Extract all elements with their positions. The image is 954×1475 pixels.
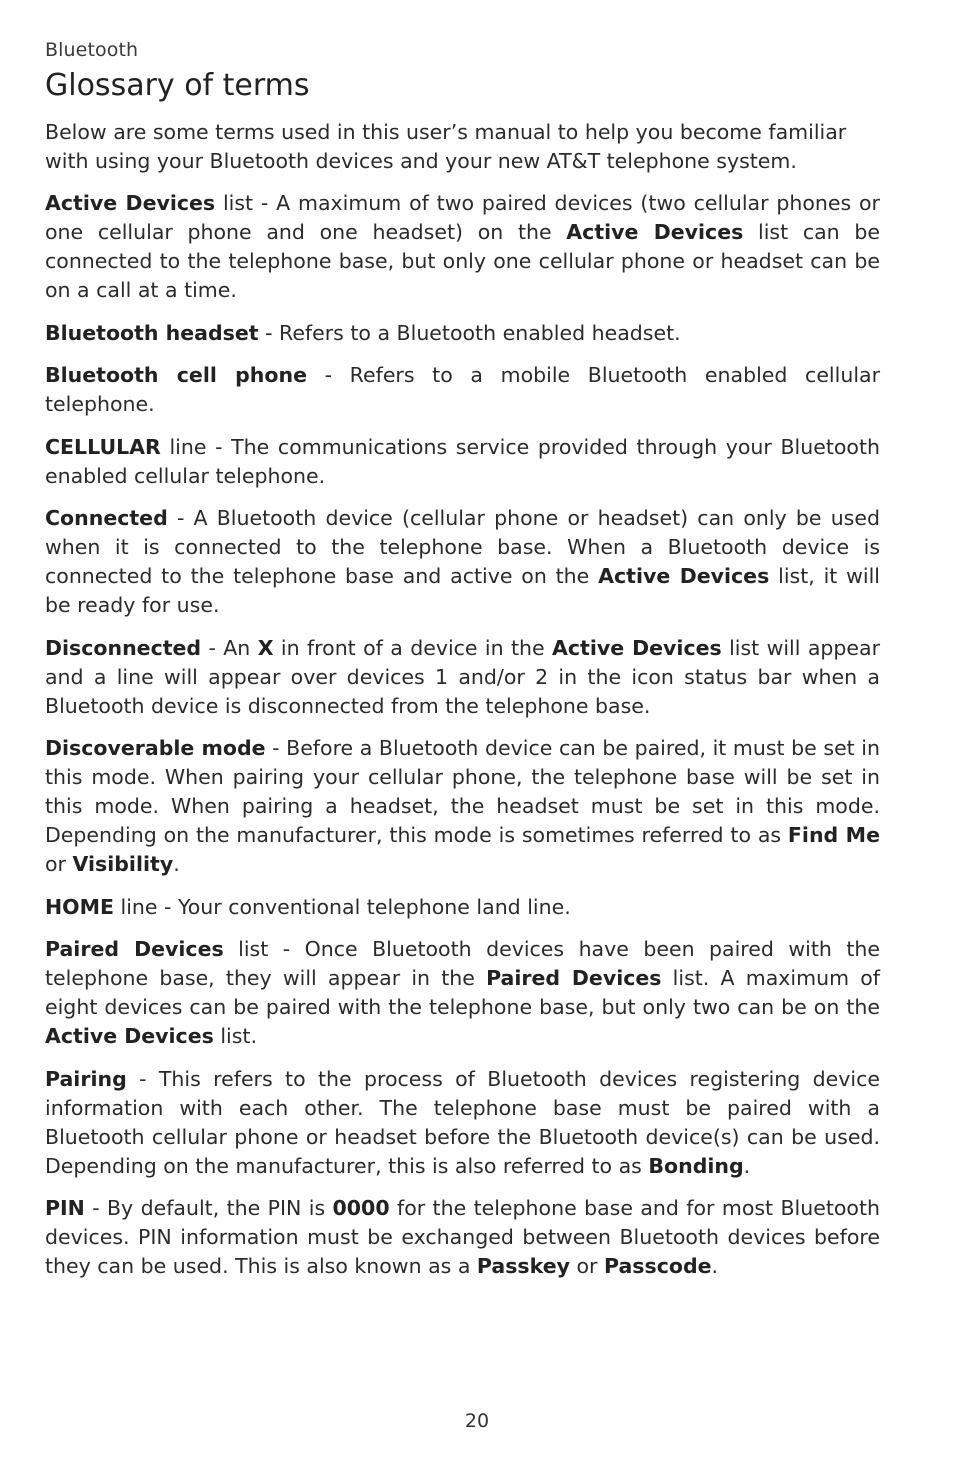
glossary-term: Passkey xyxy=(476,1254,570,1278)
glossary-term: Pairing xyxy=(45,1066,127,1091)
glossary-term: Connected xyxy=(45,506,168,530)
glossary-entry xyxy=(45,1194,880,1281)
glossary-entry xyxy=(45,504,880,620)
glossary-term: Active Devices xyxy=(566,220,744,244)
glossary-text: list. xyxy=(213,1024,257,1048)
glossary-text: . xyxy=(173,852,180,876)
glossary-text: - An xyxy=(201,635,258,660)
glossary-term: CELLULAR xyxy=(45,434,161,459)
glossary-term: Disconnected xyxy=(45,635,202,660)
glossary-entry xyxy=(45,361,880,419)
glossary-list xyxy=(45,189,880,1281)
glossary-text: - Refers to a mobile Bluetooth enabled cellular telephone. xyxy=(45,363,881,416)
glossary-term: 0000 xyxy=(332,1196,390,1220)
glossary-term: PIN xyxy=(45,1196,85,1220)
glossary-entry xyxy=(45,319,880,348)
glossary-term: Active Devices xyxy=(552,635,722,660)
glossary-entry xyxy=(45,734,880,879)
glossary-term: Discoverable mode xyxy=(45,736,266,760)
glossary-term: Active Devices xyxy=(45,1024,214,1048)
glossary-text: list, it will be ready for use. xyxy=(45,564,881,617)
page-content xyxy=(45,36,880,1295)
glossary-entry xyxy=(45,433,880,491)
glossary-term: Paired Devices xyxy=(45,937,224,961)
glossary-entry xyxy=(45,935,880,1051)
glossary-text: - By default, the PIN is xyxy=(84,1196,333,1220)
glossary-term: X xyxy=(257,635,274,660)
glossary-term: Active Devices xyxy=(45,191,216,215)
glossary-term: HOME xyxy=(45,894,114,919)
glossary-text: list - Once Bluetooth devices have been paired with the telephone base, they will appear in the xyxy=(45,937,880,990)
glossary-term: Bluetooth headset xyxy=(45,320,259,345)
glossary-term: Active Devices xyxy=(598,564,770,588)
glossary-text: . xyxy=(711,1254,719,1278)
glossary-term: Passcode xyxy=(604,1254,712,1278)
glossary-term: Bonding xyxy=(648,1153,744,1178)
glossary-text: line - The communications service provided through your Bluetooth enabled cellular telephone. xyxy=(45,434,880,488)
intro-paragraph: Below are some terms used in this user’s manual to help you become familiar with using your Bluetooth devices and your new AT&T telephone system. xyxy=(45,120,847,173)
page-title: Glossary of terms xyxy=(45,68,310,103)
glossary-text: or xyxy=(569,1254,604,1278)
page-number: 20 xyxy=(464,1410,490,1432)
glossary-text: - This refers to the process of Bluetooth devices registering device information with each other. The telephone base must be paired with a Bluetooth cellular phone or headset before the Bluetooth device(s) can be used. Depending on the manufacturer, this is also referred to as xyxy=(45,1066,880,1178)
glossary-text: for the telephone base and for most Bluetooth devices. PIN information must be exchanged between Bluetooth devices before they can be used. This is also known as a xyxy=(45,1196,880,1278)
glossary-text: list will appear and a line will appear over devices 1 and/or 2 in the icon status bar when a Bluetooth device is disconnected from the telephone base. xyxy=(45,635,881,718)
section-label: Bluetooth xyxy=(45,39,139,61)
glossary-term: Find Me xyxy=(787,823,880,847)
glossary-entry xyxy=(45,189,880,305)
glossary-term: Visibility xyxy=(72,852,174,876)
glossary-term: Bluetooth cell phone xyxy=(45,363,307,387)
glossary-text: list can be connected to the telephone base, but only one cellular phone or headset can be on a call at a time. xyxy=(45,220,880,302)
glossary-entry xyxy=(45,1065,880,1181)
glossary-text: line - Your conventional telephone land line. xyxy=(114,894,571,919)
glossary-text: list. A maximum of eight devices can be paired with the telephone base, but only two can be on the xyxy=(45,966,880,1019)
glossary-entry xyxy=(45,893,880,922)
glossary-term: Paired Devices xyxy=(486,966,662,990)
glossary-text: - Before a Bluetooth device can be paired, it must be set in this mode. When pairing your cellular phone, the telephone base will be set in this mode. When pairing a headset, the headset must be set in this mode. Depending on the manufacturer, this mode is sometimes referred to as xyxy=(45,736,880,847)
glossary-text: - Refers to a Bluetooth enabled headset. xyxy=(258,320,681,345)
glossary-text: list - A maximum of two paired devices (two cellular phones or one cellular phone and one headset) on the xyxy=(45,191,880,244)
glossary-entry xyxy=(45,634,880,721)
glossary-text: . xyxy=(743,1153,751,1178)
glossary-text: in front of a device in the xyxy=(273,635,553,660)
glossary-text: - A Bluetooth device (cellular phone or headset) can only be used when it is connected to the telephone base. When a Bluetooth device is connected to the telephone base and active on the xyxy=(45,506,880,588)
glossary-text: or xyxy=(45,852,73,876)
